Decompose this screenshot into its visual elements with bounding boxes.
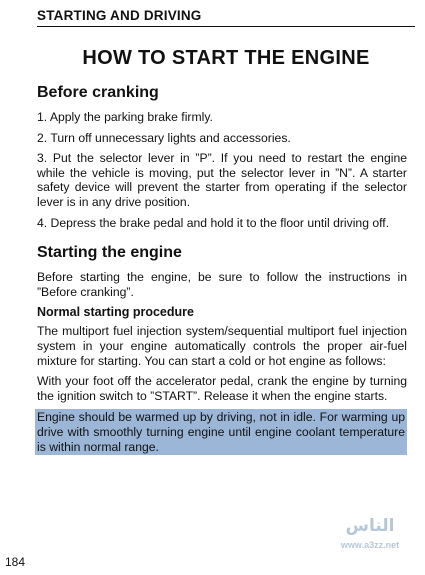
starting-engine-heading: Starting the engine	[37, 244, 182, 262]
page-number: 184	[5, 555, 26, 569]
main-content	[37, 84, 407, 461]
normal-procedure-heading: Normal starting procedure	[37, 305, 194, 320]
before-cranking-heading: Before cranking	[37, 84, 159, 101]
warm-up-note: Engine should be warmed up by driving, not in idle. For warming up drive with smoothly turning engine until engine coolant temperature is within normal range.	[37, 410, 405, 454]
step-2: 2. Turn off unnecessary lights and accessories.	[37, 130, 291, 145]
watermark	[320, 516, 420, 550]
step-3: 3. Put the selector lever in ”P”. If you need to restart the engine while the vehicle is moving, put the selector lever in ”N”. A starter safety device will prevent the starter from operating if the selector lever is in any drive position.	[37, 151, 407, 209]
watermark-url: www.a3zz.net	[340, 540, 400, 550]
section-header: STARTING AND DRIVING	[37, 8, 415, 27]
starting-intro: Before starting the engine, be sure to follow the instructions in ”Before cranking”.	[37, 270, 407, 299]
step-1: 1. Apply the parking brake firmly.	[37, 110, 213, 124]
watermark-logo: الناس	[345, 516, 395, 536]
normal-para-1: The multiport fuel injection system/sequential multiport fuel injection system in your engine automatically controls the proper air-fuel mixture for starting. You can start a cold or hot engine as follows:	[37, 324, 407, 368]
step-4: 4. Depress the brake pedal and hold it to the floor until driving off.	[37, 215, 390, 230]
normal-para-2: With your foot off the accelerator pedal, crank the engine by turning the ignition switch to ”START”. Release it when the engine starts.	[37, 374, 407, 403]
page-title: HOW TO START THE ENGINE	[82, 47, 370, 69]
